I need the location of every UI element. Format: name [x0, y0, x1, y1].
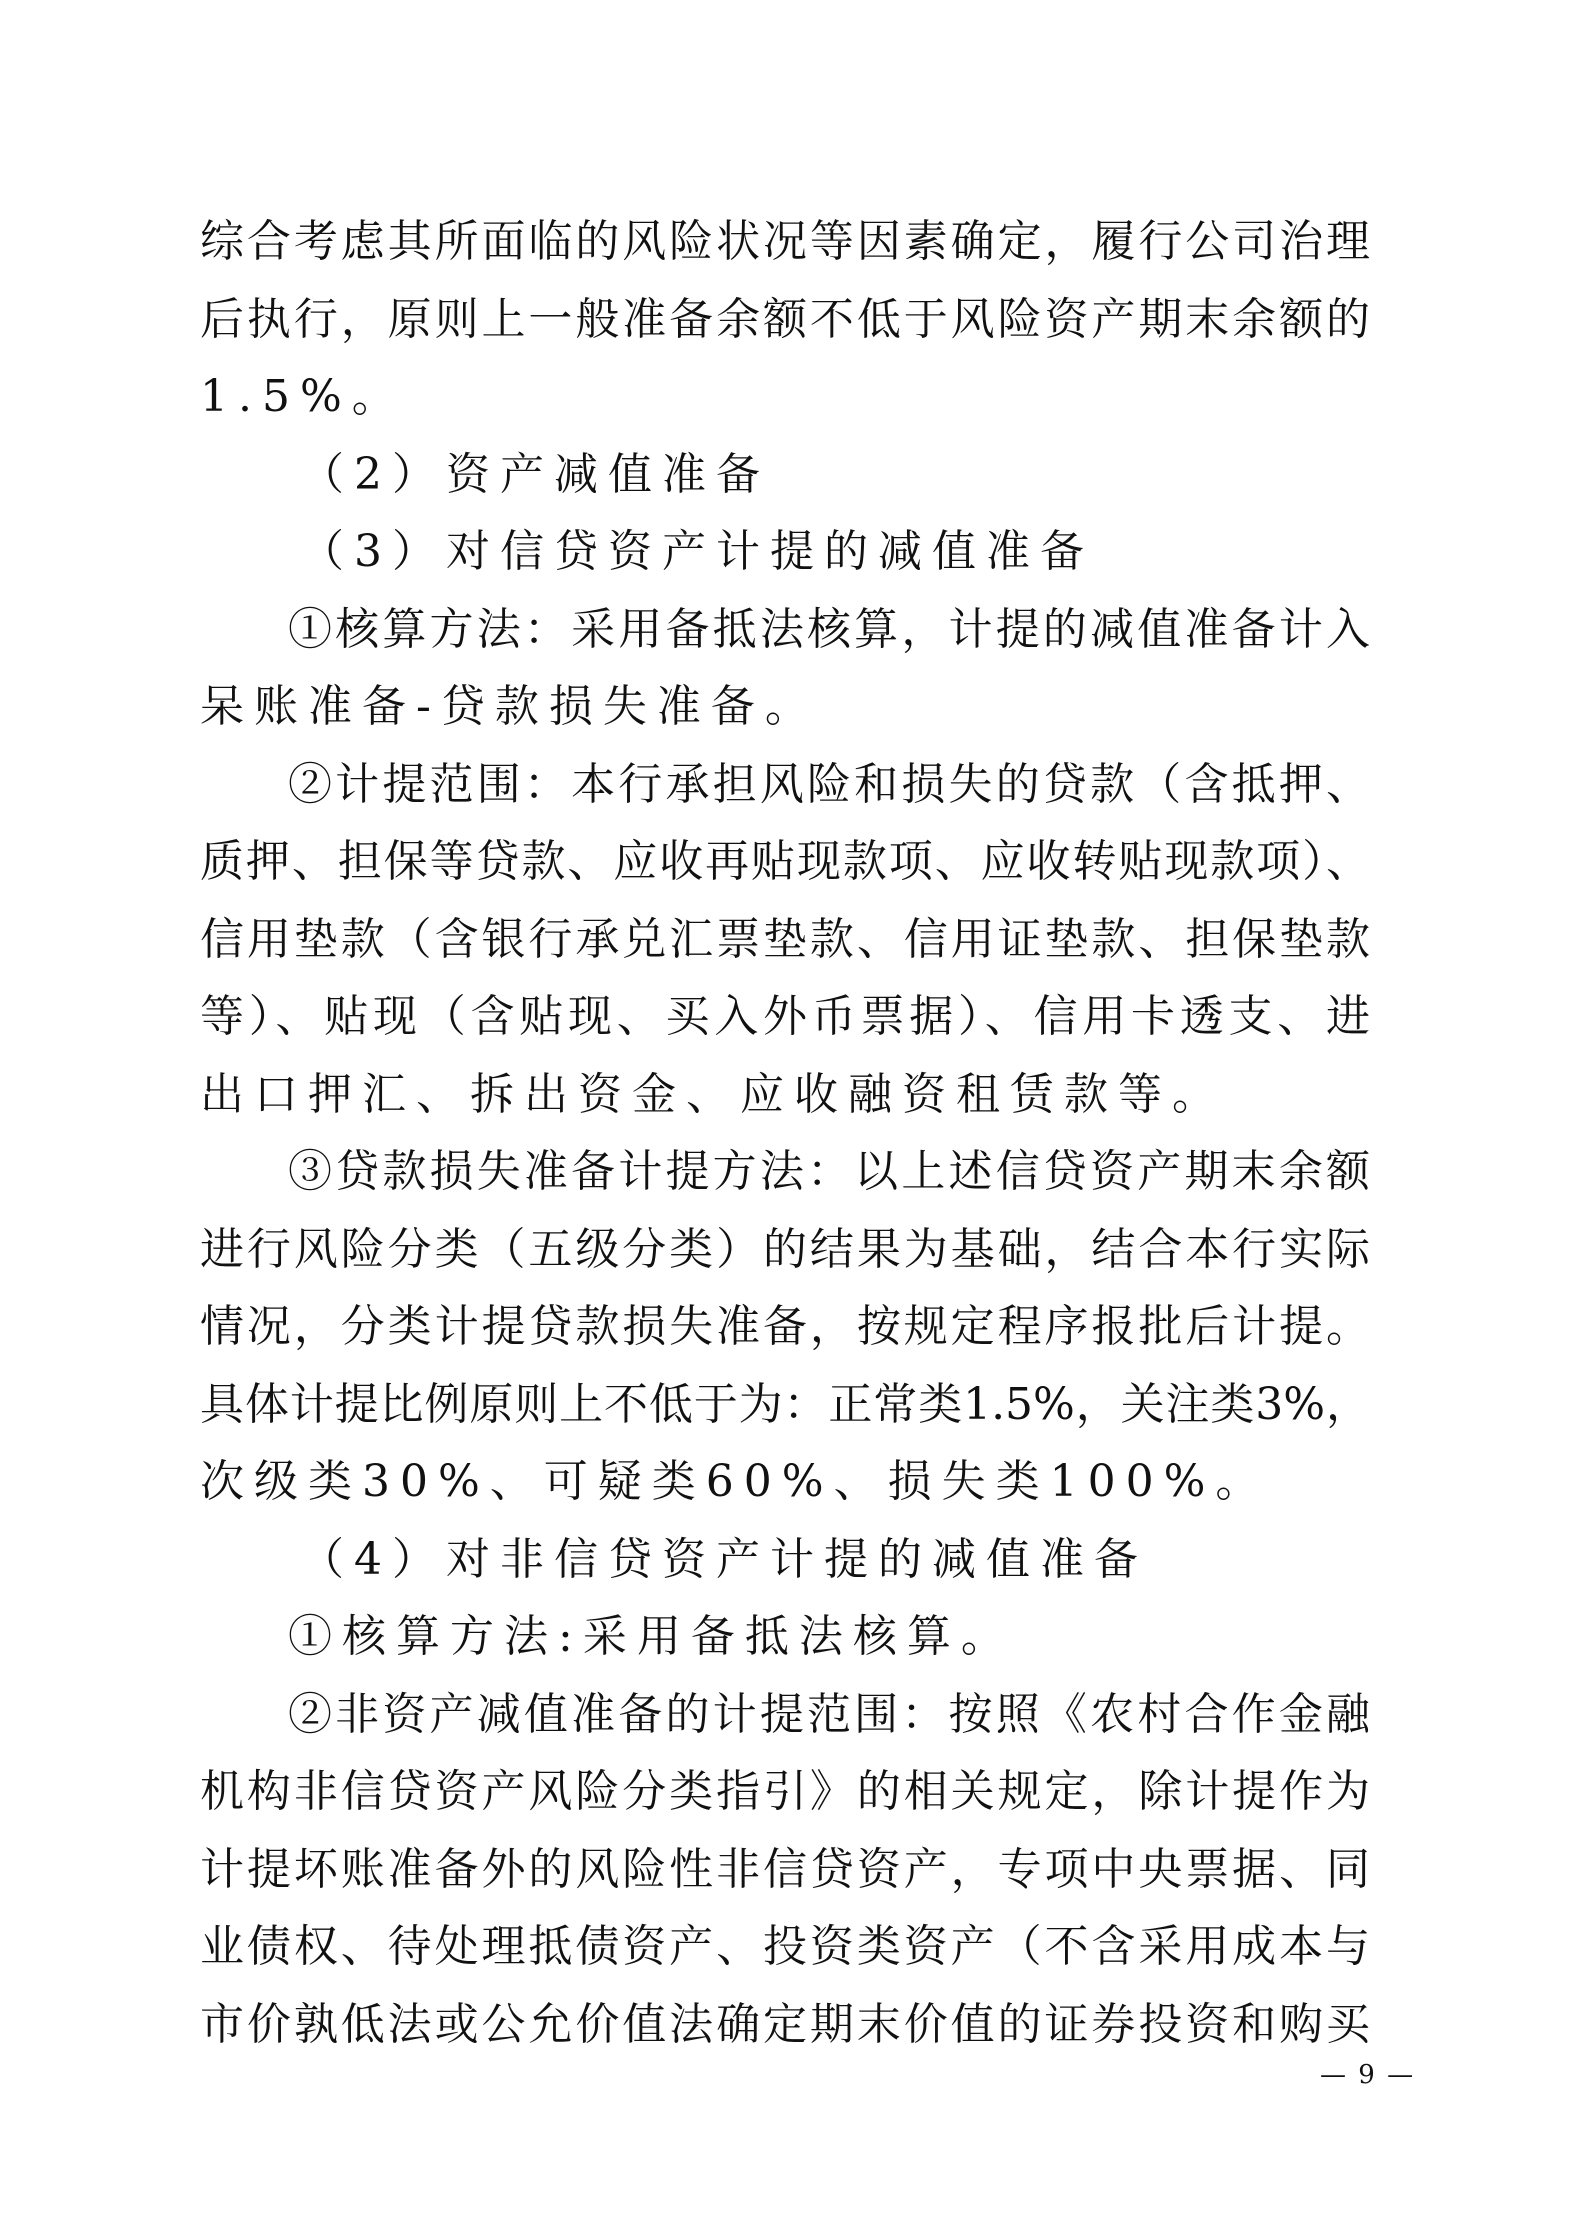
page-number: — 9 — — [1320, 2060, 1416, 2090]
text-line: 出口押汇、拆出资金、应收融资租赁款等。 — [200, 1068, 1226, 1120]
text-line: ③贷款损失准备计提方法：以上述信贷资产期末余额 — [288, 1146, 1370, 1197]
body-text — [200, 203, 1370, 2063]
text-line: ①核算方法：采用备抵法核算，计提的减值准备计入 — [288, 603, 1370, 655]
text-line: 质押、担保等贷款、应收再贴现款项、应收转贴现款项）、 — [200, 836, 1370, 887]
section-heading: （3）对信贷资产计提的减值准备 — [300, 526, 1094, 577]
text-line: 计提坏账准备外的风险性非信贷资产，专项中央票据、同 — [200, 1843, 1370, 1895]
text-line: 1.5%。 — [200, 371, 406, 422]
text-line: 具体计提比例原则上不低于为：正常类1.5%，关注类3%， — [200, 1378, 1370, 1430]
text-line: 进行风险分类（五级分类）的结果为基础，结合本行实际 — [200, 1223, 1370, 1275]
text-line: 次级类30%、可疑类60%、损失类100%。 — [200, 1456, 1270, 1507]
text-line: ②非资产减值准备的计提范围：按照《农村合作金融 — [288, 1688, 1370, 1740]
text-line: ②计提范围：本行承担风险和损失的贷款（含抵押、 — [288, 758, 1370, 810]
text-line: 市价孰低法或公允价值法确定期末价值的证券投资和购买 — [200, 1998, 1370, 2050]
text-line: ①核算方法:采用备抵法核算。 — [288, 1611, 1015, 1662]
text-line: 业债权、待处理抵债资产、投资类资产（不含采用成本与 — [200, 1921, 1370, 1972]
text-line: 后执行，原则上一般准备余额不低于风险资产期末余额的 — [200, 293, 1370, 345]
text-line: 情况，分类计提贷款损失准备，按规定程序报批后计提。 — [200, 1301, 1370, 1352]
text-line: 等）、贴现（含贴现、买入外币票据）、信用卡透支、进 — [200, 991, 1370, 1042]
section-heading: （4）对非信贷资产计提的减值准备 — [300, 1533, 1148, 1585]
text-line: 综合考虑其所面临的风险状况等因素确定，履行公司治理 — [200, 216, 1370, 267]
text-line: 呆账准备-贷款损失准备。 — [200, 681, 819, 732]
text-line: 机构非信贷资产风险分类指引》的相关规定，除计提作为 — [200, 1766, 1370, 1817]
text-line: 信用垫款（含银行承兑汇票垫款、信用证垫款、担保垫款 — [200, 913, 1370, 965]
section-heading: （2）资产减值准备 — [300, 448, 770, 500]
